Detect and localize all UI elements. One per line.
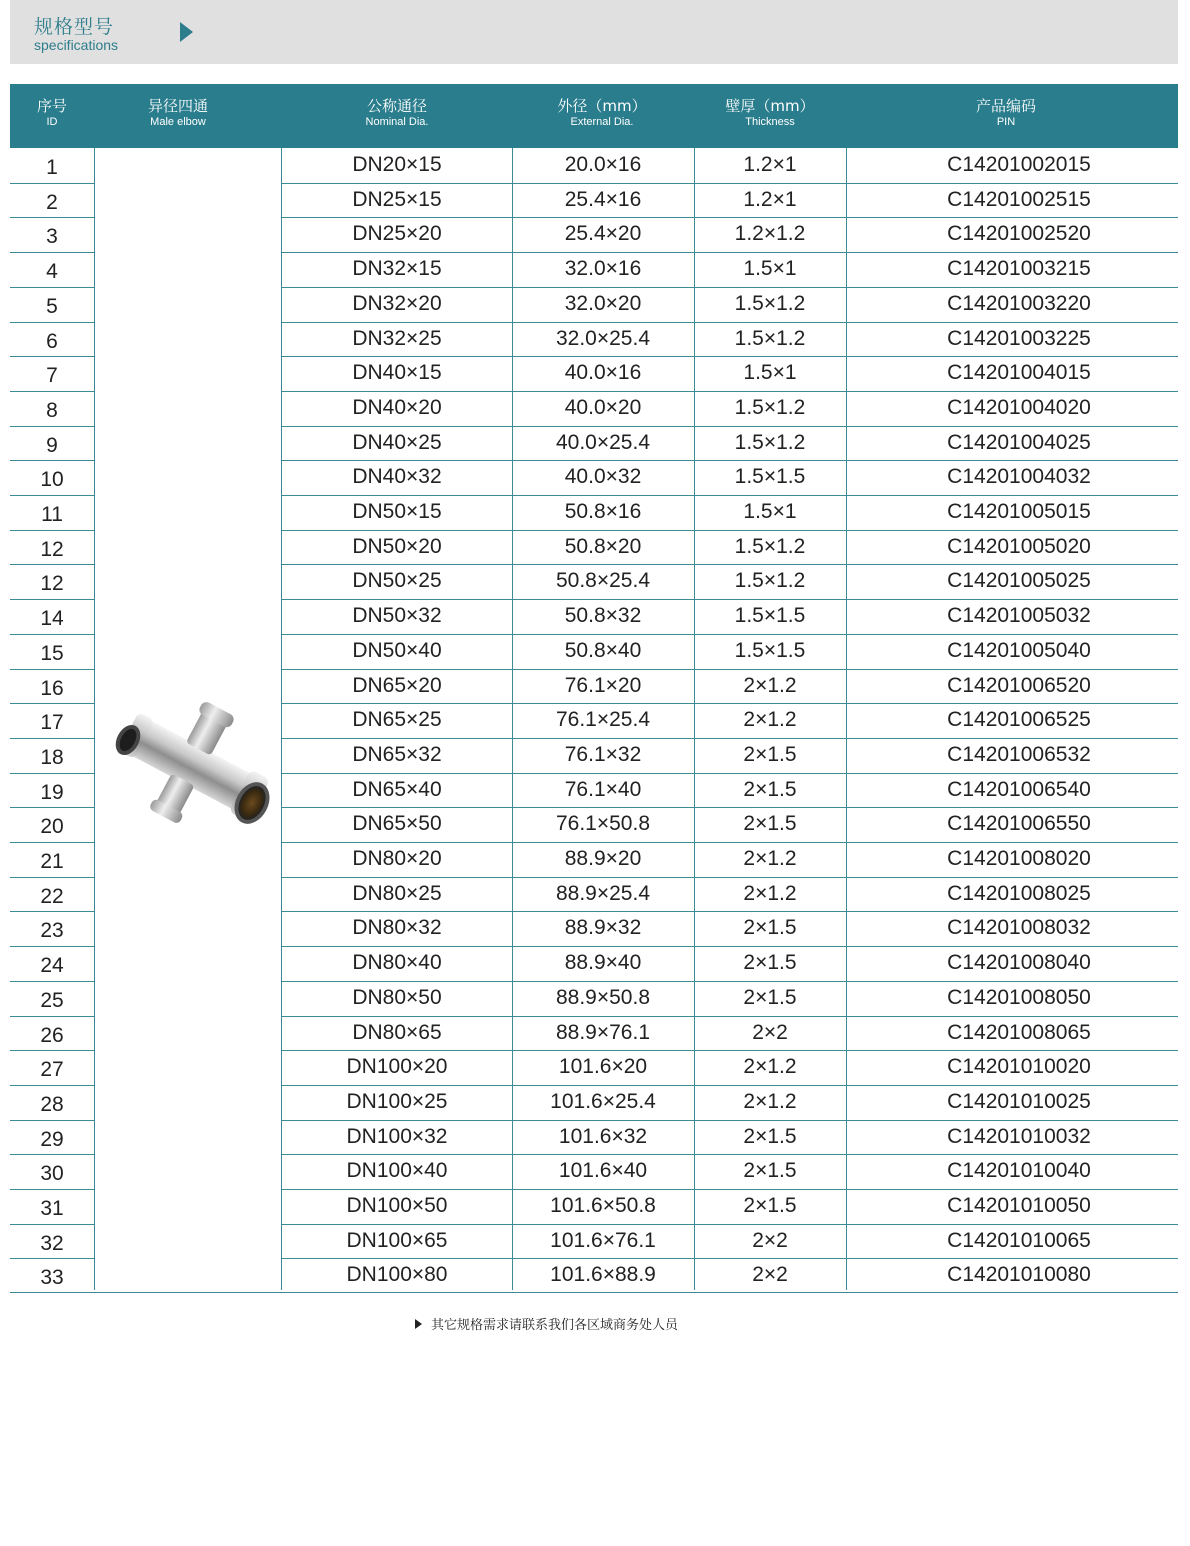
cell-id: 28	[40, 1092, 64, 1116]
header-nominal	[282, 84, 512, 148]
cell-nominal: DN65×40	[352, 777, 442, 801]
cell-pin: C14201003215	[947, 257, 1091, 281]
cell-nominal: DN65×32	[352, 742, 442, 766]
cell-id: 31	[40, 1197, 64, 1220]
cell-external: 76.1×25.4	[555, 708, 650, 732]
cell-thickness: 1.5×1.2	[734, 395, 806, 419]
table-row	[10, 564, 1178, 599]
cell-external: 50.8×20	[564, 534, 642, 558]
table-row	[10, 530, 1178, 565]
cell-pin: C14201002515	[947, 187, 1091, 211]
cell-thickness: 2×1.5	[743, 951, 797, 975]
cell-nominal: DN40×32	[352, 465, 442, 489]
cell-pin: C14201008020	[947, 847, 1091, 870]
table-row	[10, 1224, 1178, 1259]
cell-external: 40.0×25.4	[555, 430, 650, 454]
cell-external: 101.6×20	[558, 1055, 648, 1079]
header-pin-en: PIN	[996, 116, 1016, 128]
cell-external: 101.6×76.1	[550, 1228, 656, 1252]
cell-id: 23	[40, 919, 64, 943]
cell-pin: C14201010080	[947, 1263, 1091, 1287]
cell-nominal: DN80×32	[352, 916, 442, 940]
footer-note-text: 其它规格需求请联系我们各区域商务处人员	[431, 1318, 679, 1333]
cell-nominal: DN100×65	[346, 1228, 448, 1252]
cell-id: 14	[40, 607, 64, 631]
table-row	[10, 1016, 1178, 1051]
cell-external: 88.9×32	[564, 916, 642, 940]
header-pin-zh: 产品编码	[975, 97, 1036, 115]
cell-nominal: DN100×20	[346, 1055, 448, 1079]
table-row	[10, 981, 1178, 1016]
cell-pin: C14201004025	[947, 430, 1091, 454]
cell-id: 10	[40, 468, 64, 492]
cell-nominal: DN32×25	[352, 326, 442, 350]
table-row	[10, 217, 1178, 252]
header-nominal-zh: 公称通径	[366, 97, 427, 115]
cell-id: 1	[46, 156, 58, 179]
cell-nominal: DN40×15	[352, 361, 442, 385]
cell-thickness: 2×1.5	[743, 916, 797, 940]
cell-thickness: 1.2×1.2	[734, 222, 806, 246]
cell-external: 50.8×25.4	[555, 569, 650, 593]
table-row	[10, 391, 1178, 426]
cell-external: 50.8×40	[564, 638, 642, 662]
cell-thickness: 1.5×1.2	[734, 534, 806, 558]
cell-nominal: DN32×15	[352, 257, 442, 281]
cell-external: 101.6×50.8	[550, 1194, 656, 1217]
cell-nominal: DN50×15	[352, 500, 442, 523]
cell-id: 22	[40, 884, 64, 908]
table-row	[10, 287, 1178, 322]
header-thickness-en: Thickness	[745, 116, 795, 128]
cell-pin: C14201008032	[947, 916, 1091, 940]
cell-thickness: 2×1.5	[743, 1194, 797, 1217]
table-row	[10, 148, 1178, 183]
cell-id: 5	[46, 294, 58, 318]
cell-external: 76.1×50.8	[555, 812, 650, 836]
cell-external: 88.9×20	[564, 847, 642, 870]
cell-nominal: DN65×20	[352, 673, 442, 697]
cell-pin: C14201003225	[947, 326, 1091, 350]
header-product-en: Male elbow	[150, 116, 206, 128]
cell-thickness: 1.5×1	[743, 500, 797, 523]
cell-pin: C14201008040	[947, 951, 1091, 975]
cell-external: 88.9×76.1	[555, 1020, 650, 1044]
cell-pin: C14201005040	[947, 638, 1091, 662]
table-row	[10, 634, 1178, 669]
cell-thickness: 2×1.2	[743, 847, 797, 870]
cell-pin: C14201010065	[947, 1228, 1091, 1252]
cell-pin: C14201008025	[947, 881, 1091, 905]
cell-pin: C14201005025	[947, 569, 1091, 593]
cell-nominal: DN80×40	[352, 951, 442, 975]
cell-pin: C14201006520	[947, 673, 1091, 697]
cell-id: 3	[46, 225, 58, 249]
cell-external: 101.6×25.4	[550, 1089, 656, 1113]
table-row	[10, 322, 1178, 357]
cell-nominal: DN100×32	[346, 1124, 448, 1148]
cell-thickness: 2×1.5	[743, 812, 797, 836]
table-row	[10, 1258, 1178, 1293]
cell-nominal: DN65×25	[352, 708, 442, 732]
cell-id: 4	[46, 260, 58, 284]
cell-id: 21	[40, 850, 64, 873]
cell-pin: C14201010020	[947, 1055, 1091, 1079]
cell-nominal: DN100×40	[346, 1159, 448, 1183]
cell-pin: C14201010040	[947, 1159, 1091, 1183]
table-row	[10, 1120, 1178, 1155]
cell-pin: C14201005020	[947, 534, 1091, 558]
cell-nominal: DN80×50	[352, 985, 442, 1009]
cell-thickness: 2×1.5	[743, 1124, 797, 1148]
header-pin	[846, 84, 1166, 148]
cell-id: 25	[40, 988, 64, 1012]
cell-external: 32.0×25.4	[555, 326, 650, 350]
cell-thickness: 1.5×1.5	[734, 638, 806, 662]
cell-pin: C14201005015	[947, 500, 1091, 523]
cell-id: 8	[46, 398, 58, 422]
cell-nominal: DN100×80	[346, 1263, 448, 1287]
cell-thickness: 1.5×1	[743, 361, 797, 385]
cell-nominal: DN32×20	[352, 291, 442, 315]
cell-external: 20.0×16	[564, 153, 642, 176]
cell-nominal: DN80×20	[352, 847, 442, 870]
cell-external: 50.8×16	[564, 500, 642, 523]
cell-external: 76.1×40	[564, 777, 642, 801]
cell-thickness: 1.5×1.5	[734, 465, 806, 489]
table-row	[10, 738, 1178, 773]
table-header	[10, 84, 1178, 148]
cell-thickness: 2×1.5	[743, 777, 797, 801]
section-header	[10, 0, 1178, 64]
cell-external: 25.4×20	[564, 222, 642, 246]
cell-nominal: DN65×50	[352, 812, 442, 836]
cell-pin: C14201010025	[947, 1089, 1091, 1113]
cell-id: 30	[40, 1162, 64, 1186]
header-id-zh: 序号	[36, 97, 67, 115]
cell-thickness: 2×2	[752, 1020, 788, 1044]
cell-pin: C14201010032	[947, 1124, 1091, 1148]
cell-pin: C14201004020	[947, 395, 1091, 419]
cell-thickness: 1.2×1	[743, 153, 797, 176]
table-row	[10, 703, 1178, 738]
cell-external: 88.9×25.4	[555, 881, 650, 905]
cell-id: 7	[46, 364, 58, 388]
header-external	[512, 84, 692, 148]
cell-pin: C14201008050	[947, 985, 1091, 1009]
cell-external: 40.0×16	[564, 361, 642, 385]
table-body	[10, 148, 1178, 1293]
cell-nominal: DN100×50	[346, 1194, 448, 1217]
cell-thickness: 2×1.2	[743, 1055, 797, 1079]
table-row	[10, 426, 1178, 461]
cell-pin: C14201006550	[947, 812, 1091, 836]
section-title: 规格型号	[34, 16, 115, 38]
cell-id: 26	[40, 1023, 64, 1047]
cell-external: 88.9×40	[564, 951, 642, 975]
cell-nominal: DN50×20	[352, 534, 442, 558]
table-row	[10, 669, 1178, 704]
table-row	[10, 356, 1178, 391]
cell-external: 32.0×16	[564, 257, 642, 281]
cell-external: 76.1×20	[564, 673, 642, 697]
cell-pin: C14201002015	[947, 153, 1091, 176]
spec-table	[10, 84, 1178, 1293]
cell-pin: C14201008065	[947, 1020, 1091, 1044]
cell-id: 12	[40, 537, 64, 561]
section-subtitle: specifications	[34, 37, 119, 53]
cell-nominal: DN80×65	[352, 1020, 442, 1044]
play-arrow-icon	[415, 1319, 422, 1329]
cell-thickness: 2×2	[752, 1263, 788, 1287]
header-external-en: External Dia.	[570, 116, 634, 128]
cell-thickness: 1.5×1	[743, 257, 797, 281]
cell-external: 76.1×32	[564, 742, 642, 766]
table-row	[10, 1189, 1178, 1224]
header-product	[94, 84, 262, 148]
cell-pin: C14201004032	[947, 465, 1091, 489]
footer-note	[415, 1314, 678, 1333]
cell-thickness: 1.2×1	[743, 187, 797, 211]
play-arrow-icon	[180, 22, 193, 42]
cell-pin: C14201006525	[947, 708, 1091, 732]
table-row	[10, 1050, 1178, 1085]
table-row	[10, 807, 1178, 842]
table-row	[10, 946, 1178, 981]
table-row	[10, 911, 1178, 946]
cell-thickness: 2×1.2	[743, 673, 797, 697]
cell-external: 40.0×20	[564, 395, 642, 419]
cell-nominal: DN50×25	[352, 569, 442, 593]
cell-nominal: DN40×25	[352, 430, 442, 454]
cell-external: 25.4×16	[564, 187, 642, 211]
cell-external: 101.6×40	[558, 1159, 648, 1183]
cell-id: 12	[40, 572, 64, 596]
cell-nominal: DN50×40	[352, 638, 442, 662]
cell-id: 33	[40, 1266, 64, 1290]
cell-nominal: DN50×32	[352, 604, 442, 628]
table-row	[10, 252, 1178, 287]
cell-id: 17	[40, 711, 64, 735]
cell-external: 50.8×32	[564, 604, 642, 628]
cell-id: 32	[40, 1231, 64, 1255]
table-row	[10, 495, 1178, 530]
cell-external: 101.6×88.9	[550, 1263, 656, 1287]
table-row	[10, 183, 1178, 218]
table-row	[10, 1154, 1178, 1189]
cell-id: 6	[46, 329, 58, 353]
cell-thickness: 1.5×1.2	[734, 430, 806, 454]
cell-id: 19	[40, 780, 64, 804]
cell-id: 29	[40, 1127, 64, 1151]
table-row	[10, 599, 1178, 634]
cell-thickness: 1.5×1.2	[734, 291, 806, 315]
cell-id: 11	[41, 503, 63, 526]
cell-nominal: DN25×20	[352, 222, 442, 246]
header-thickness	[694, 84, 846, 148]
cell-id: 15	[40, 641, 64, 665]
cell-external: 101.6×32	[558, 1124, 648, 1148]
cell-thickness: 1.5×1.2	[734, 326, 806, 350]
cell-pin: C14201003220	[947, 291, 1091, 315]
cell-thickness: 1.5×1.5	[734, 604, 806, 628]
cell-pin: C14201002520	[947, 222, 1091, 246]
table-row	[10, 877, 1178, 912]
cell-thickness: 2×2	[752, 1228, 788, 1252]
table-row	[10, 842, 1178, 877]
cell-external: 88.9×50.8	[555, 985, 650, 1009]
table-row	[10, 773, 1178, 808]
table-row	[10, 1085, 1178, 1120]
cell-id: 16	[40, 676, 64, 700]
header-id	[10, 84, 94, 148]
cell-nominal: DN20×15	[352, 153, 442, 176]
cell-pin: C14201004015	[947, 361, 1091, 385]
cell-id: 2	[46, 190, 58, 214]
cell-thickness: 2×1.5	[743, 985, 797, 1009]
cell-thickness: 2×1.5	[743, 742, 797, 766]
cell-thickness: 1.5×1.2	[734, 569, 806, 593]
cell-nominal: DN25×15	[352, 187, 442, 211]
cell-id: 20	[40, 815, 64, 839]
cell-thickness: 2×1.5	[743, 1159, 797, 1183]
cell-thickness: 2×1.2	[743, 881, 797, 905]
cell-nominal: DN40×20	[352, 395, 442, 419]
header-external-zh: 外径（mm）	[557, 97, 647, 115]
header-id-en: ID	[46, 116, 58, 128]
cell-thickness: 2×1.2	[743, 1089, 797, 1113]
cell-id: 24	[40, 954, 64, 978]
cell-pin: C14201006540	[947, 777, 1091, 801]
cell-thickness: 2×1.2	[743, 708, 797, 732]
cell-external: 32.0×20	[564, 291, 642, 315]
cell-pin: C14201006532	[947, 742, 1091, 766]
header-product-zh: 异径四通	[147, 97, 208, 115]
cell-nominal: DN80×25	[352, 881, 442, 905]
header-nominal-en: Nominal Dia.	[365, 116, 429, 128]
cell-nominal: DN100×25	[346, 1089, 448, 1113]
cell-pin: C14201010050	[947, 1194, 1091, 1217]
header-thickness-zh: 壁厚（mm）	[725, 97, 815, 115]
cell-id: 9	[46, 433, 58, 457]
cell-pin: C14201005032	[947, 604, 1091, 628]
table-row	[10, 460, 1178, 495]
cell-id: 18	[40, 745, 64, 769]
cell-id: 27	[40, 1058, 64, 1082]
cell-external: 40.0×32	[564, 465, 642, 489]
